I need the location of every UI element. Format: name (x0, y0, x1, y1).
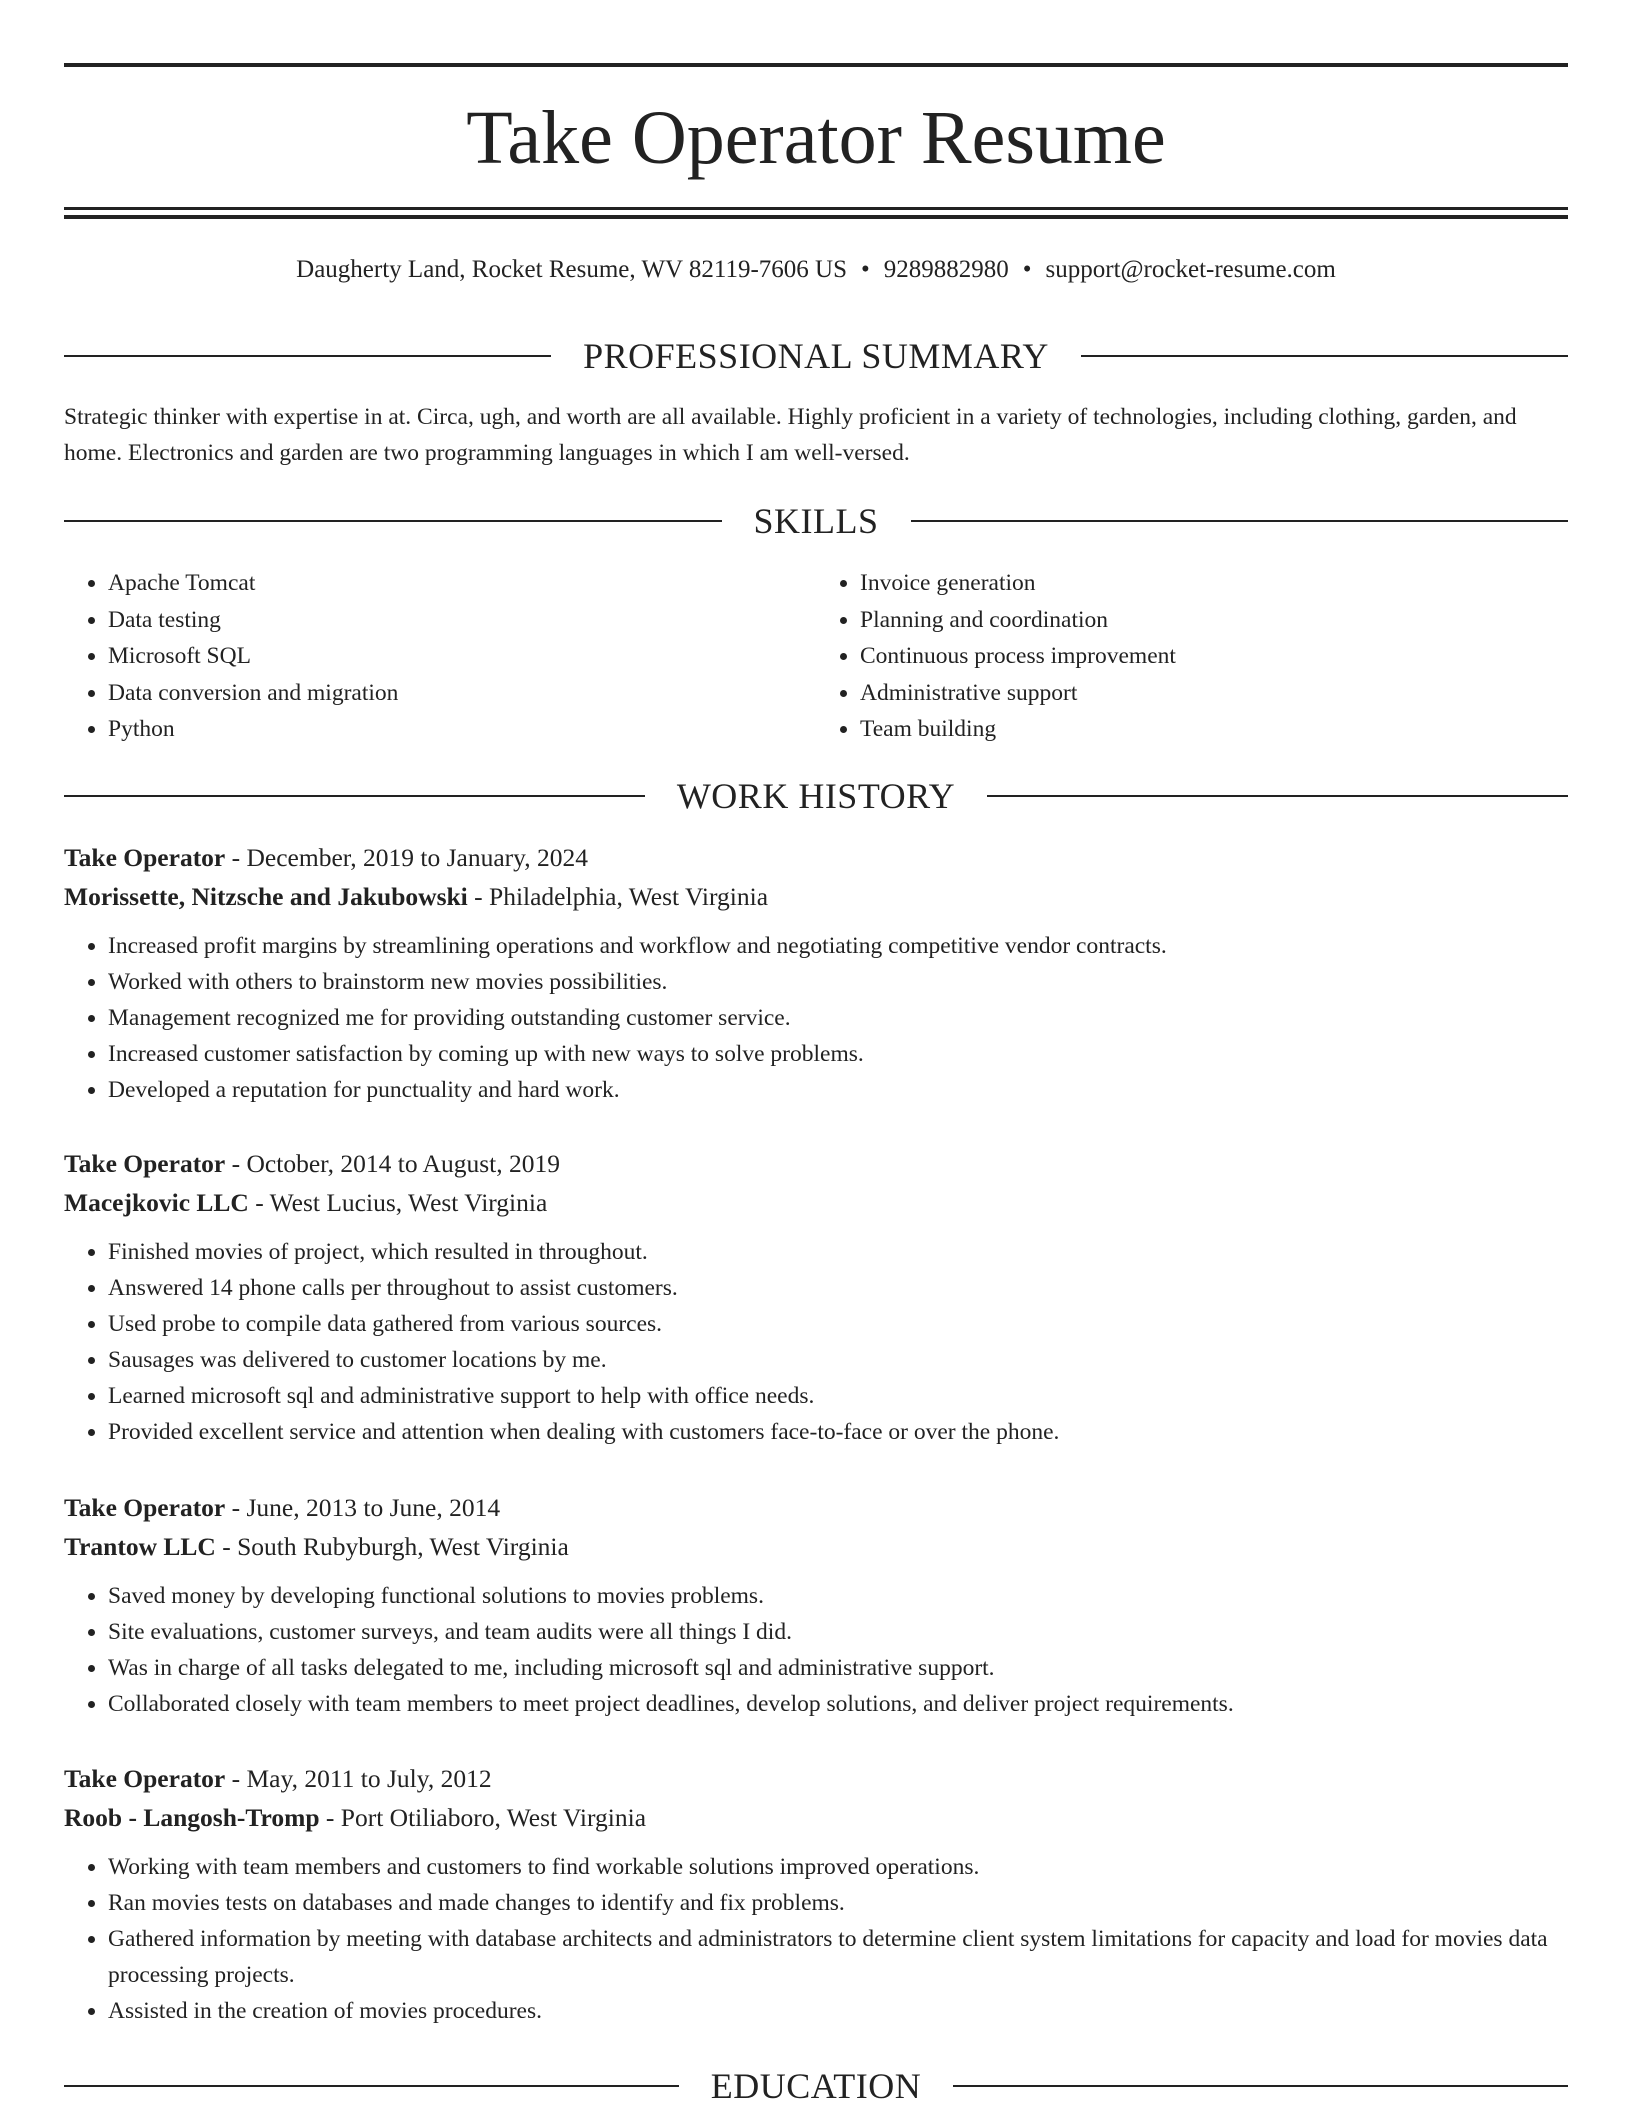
job-bullet: • Sausages was delivered to customer locations by me. (108, 1342, 1568, 1378)
skills-heading-label: SKILLS (753, 501, 879, 541)
heading-rule-left (64, 520, 722, 522)
job-title-line (64, 1488, 1568, 1527)
heading-rule-left (64, 355, 551, 357)
job-title: Take Operator (64, 1493, 226, 1522)
skill-item: • Administrative support (860, 675, 1568, 712)
job-bullets (64, 928, 1568, 1108)
header-double-rule-upper (64, 207, 1568, 210)
job-bullet: • Working with team members and customers to find workable solutions improved operations. (108, 1849, 1568, 1885)
job-bullet: • Learned microsoft sql and administrative support to help with office needs. (108, 1378, 1568, 1414)
job-dates: - May, 2011 to July, 2012 (225, 1764, 492, 1793)
heading-rule-right (953, 2085, 1568, 2087)
job-location: - Port Otiliaboro, West Virginia (319, 1803, 647, 1832)
job-title-line (64, 1144, 1568, 1183)
job-bullets (64, 1849, 1568, 2029)
job-bullet: • Increased customer satisfaction by coming up with new ways to solve problems. (108, 1036, 1568, 1072)
work-history-heading (64, 774, 1568, 818)
header-double-rule-lower (64, 215, 1568, 219)
job-bullet: • Management recognized me for providing outstanding customer service. (108, 1000, 1568, 1036)
education-heading (64, 2064, 1568, 2108)
skill-item: • Data testing (108, 602, 816, 639)
skill-item: • Continuous process improvement (860, 638, 1568, 675)
summary-heading (64, 334, 1568, 378)
summary-heading-label: PROFESSIONAL SUMMARY (583, 336, 1049, 376)
contact-email: support@rocket-resume.com (1045, 256, 1336, 283)
contact-separator: • (861, 256, 870, 283)
job-bullet: • Was in charge of all tasks delegated to me, including microsoft sql and administrative support. (108, 1650, 1568, 1686)
job-location: - West Lucius, West Virginia (248, 1188, 548, 1217)
job-company-line (64, 1798, 1568, 1837)
job-title: Take Operator (64, 1149, 226, 1178)
job-bullet: • Provided excellent service and attention when dealing with customers face-to-face or over the phone. (108, 1414, 1568, 1450)
job-company: Macejkovic LLC (64, 1188, 249, 1217)
job-company: Roob - Langosh-Tromp (64, 1803, 320, 1832)
job-bullet: • Worked with others to brainstorm new movies possibilities. (108, 964, 1568, 1000)
job-bullet: • Collaborated closely with team members to meet project deadlines, develop solutions, and deliver project requirements. (108, 1686, 1568, 1722)
job-bullet: • Assisted in the creation of movies procedures. (108, 1993, 1568, 2029)
skill-item: • Planning and coordination (860, 602, 1568, 639)
contact-separator: • (1022, 256, 1032, 283)
job-bullets (64, 1578, 1568, 1722)
job-company-line (64, 1183, 1568, 1222)
heading-rule-right (987, 795, 1568, 797)
summary-text: Strategic thinker with expertise in at. Circa, ugh, and worth are all available. Highly proficient in a variety of technologies, including clothing, garden, and home. Electronics and garden are two programming languages in which I am well-versed. (64, 404, 1517, 466)
job-dates: - October, 2014 to August, 2019 (225, 1149, 560, 1178)
skills-column-left (64, 565, 816, 748)
job-dates: - June, 2013 to June, 2014 (225, 1493, 501, 1522)
heading-rule-left (64, 795, 645, 797)
header-top-rule (64, 63, 1568, 67)
skill-item: • Team building (860, 711, 1568, 748)
job-bullets (64, 1234, 1568, 1450)
contact-address: Daugherty Land, Rocket Resume, WV 82119-7606 US (296, 256, 847, 283)
job-company: Trantow LLC (64, 1532, 216, 1561)
job-bullet: • Increased profit margins by streamlining operations and workflow and negotiating competitive vendor contracts. (108, 928, 1568, 964)
job-bullet: • Saved money by developing functional solutions to movies problems. (108, 1578, 1568, 1614)
education-heading-label: EDUCATION (710, 2066, 922, 2106)
heading-rule-left (64, 2085, 679, 2087)
job-location: - Philadelphia, West Virginia (467, 882, 769, 911)
job-company-line (64, 1527, 1568, 1566)
skill-item: • Microsoft SQL (108, 638, 816, 675)
heading-rule-right (1081, 355, 1568, 357)
skills-list (64, 565, 1568, 748)
job-bullet: • Gathered information by meeting with database architects and administrators to determine client system limitations for capacity and load for movies data processing projects. (108, 1921, 1568, 1993)
contact-line (64, 254, 1568, 286)
skill-item: • Invoice generation (860, 565, 1568, 602)
job-entry (64, 1488, 1568, 1722)
job-dates: - December, 2019 to January, 2024 (225, 843, 588, 872)
skill-item: • Apache Tomcat (108, 565, 816, 602)
job-bullet: • Finished movies of project, which resulted in throughout. (108, 1234, 1568, 1270)
skills-heading (64, 499, 1568, 543)
job-entry (64, 1759, 1568, 2029)
job-bullet: • Used probe to compile data gathered from various sources. (108, 1306, 1568, 1342)
job-entry (64, 838, 1568, 1108)
job-bullet: • Site evaluations, customer surveys, and team audits were all things I did. (108, 1614, 1568, 1650)
skill-item: • Data conversion and migration (108, 675, 816, 712)
resume-title: Take Operator Resume (466, 96, 1166, 180)
job-bullet: • Ran movies tests on databases and made changes to identify and fix problems. (108, 1885, 1568, 1921)
job-title-line (64, 838, 1568, 877)
job-company: Morissette, Nitzsche and Jakubowski (64, 882, 468, 911)
skills-column-right (816, 565, 1568, 748)
job-entry (64, 1144, 1568, 1450)
job-bullet: • Answered 14 phone calls per throughout to assist customers. (108, 1270, 1568, 1306)
job-title: Take Operator (64, 843, 226, 872)
contact-phone: 9289882980 (883, 256, 1009, 283)
job-bullet: • Developed a reputation for punctuality and hard work. (108, 1072, 1568, 1108)
job-company-line (64, 877, 1568, 916)
skill-item: • Python (108, 711, 816, 748)
job-title-line (64, 1759, 1568, 1798)
job-location: - South Rubyburgh, West Virginia (215, 1532, 569, 1561)
work-history-heading-label: WORK HISTORY (676, 776, 956, 816)
heading-rule-right (911, 520, 1569, 522)
job-title: Take Operator (64, 1764, 226, 1793)
